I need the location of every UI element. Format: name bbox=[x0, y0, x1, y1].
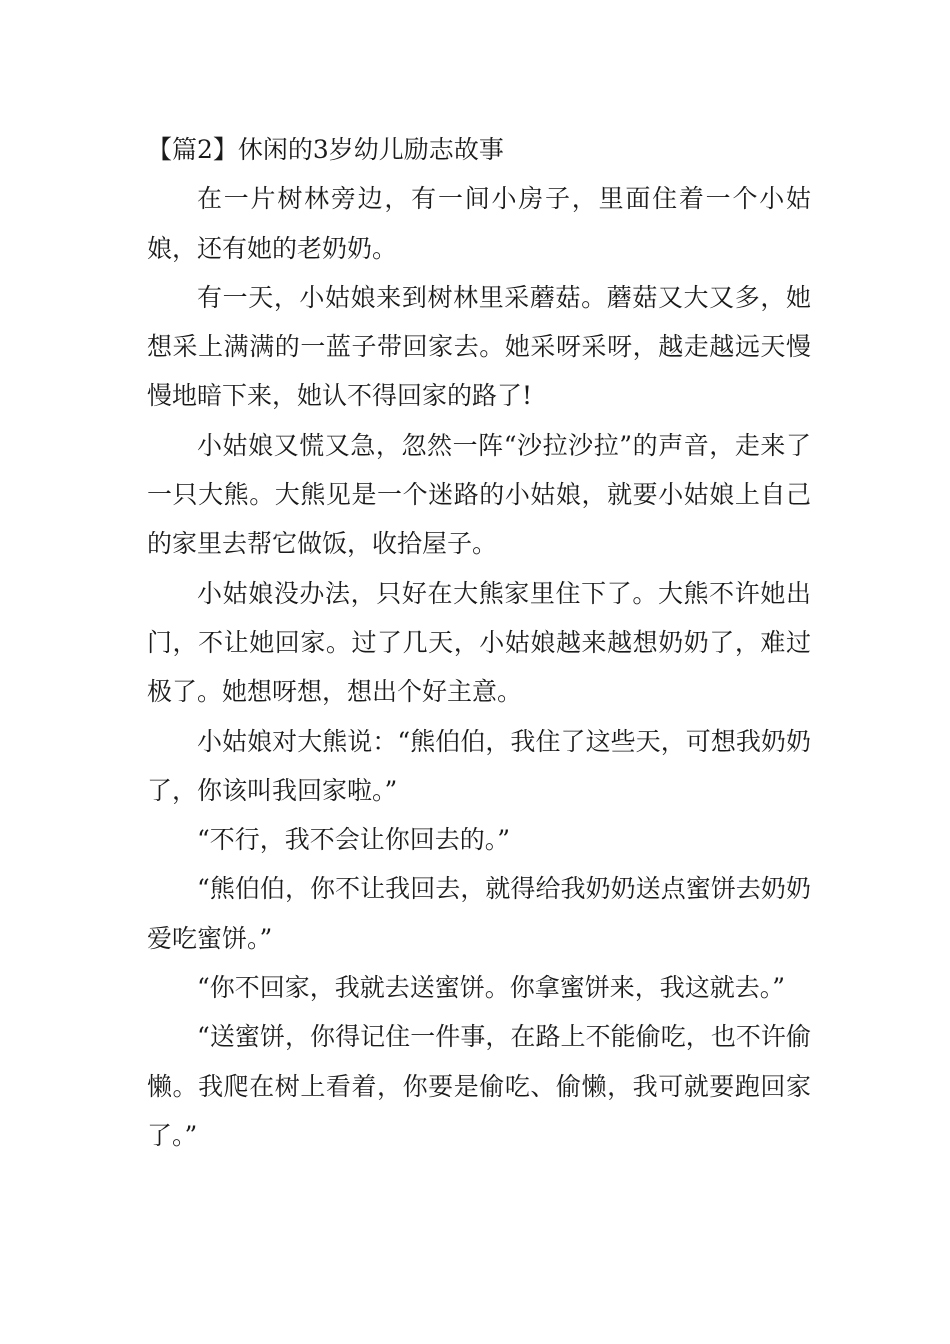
paragraph-5: 小姑娘对大熊说：“熊伯伯，我住了这些天，可想我奶奶了，你该叫我回家啦。” bbox=[147, 726, 811, 805]
paragraph-4: 小姑娘没办法，只好在大熊家里住下了。大熊不许她出门，不让她回家。过了几天，小姑娘越来越想奶奶了，难过极了。她想呀想，想出个好主意。 bbox=[147, 578, 811, 707]
document-title: 【篇2】休闲的3岁幼儿励志故事 bbox=[147, 135, 504, 164]
paragraph-6: “不行，我不会让你回去的。” bbox=[197, 825, 511, 855]
paragraph-8: “你不回家，我就去送蜜饼。你拿蜜饼来，我这就去。” bbox=[197, 973, 786, 1003]
paragraph-3: 小姑娘又慌又急，忽然一阵“沙拉沙拉”的声音，走来了一只大熊。大熊见是一个迷路的小姑娘，就要小姑娘上自己的家里去帮它做饭，收拾屋子。 bbox=[147, 430, 811, 559]
paragraph-1: 在一片树林旁边，有一间小房子，里面住着一个小姑娘，还有她的老奶奶。 bbox=[147, 184, 811, 263]
paragraph-2: 有一天，小姑娘来到树林里采蘑菇。蘑菇又大又多，她想采上满满的一蓝子带回家去。她采呀采呀，越走越远天慢慢地暗下来，她认不得回家的路了! bbox=[147, 282, 811, 411]
document-body bbox=[147, 125, 811, 1160]
paragraph-9: “送蜜饼，你得记住一件事，在路上不能偷吃，也不许偷懒。我爬在树上看着，你要是偷吃、偷懒，我可就要跑回家了。” bbox=[147, 1022, 811, 1150]
paragraph-7: “熊伯伯，你不让我回去，就得给我奶奶送点蜜饼去奶奶爱吃蜜饼。” bbox=[147, 874, 811, 953]
